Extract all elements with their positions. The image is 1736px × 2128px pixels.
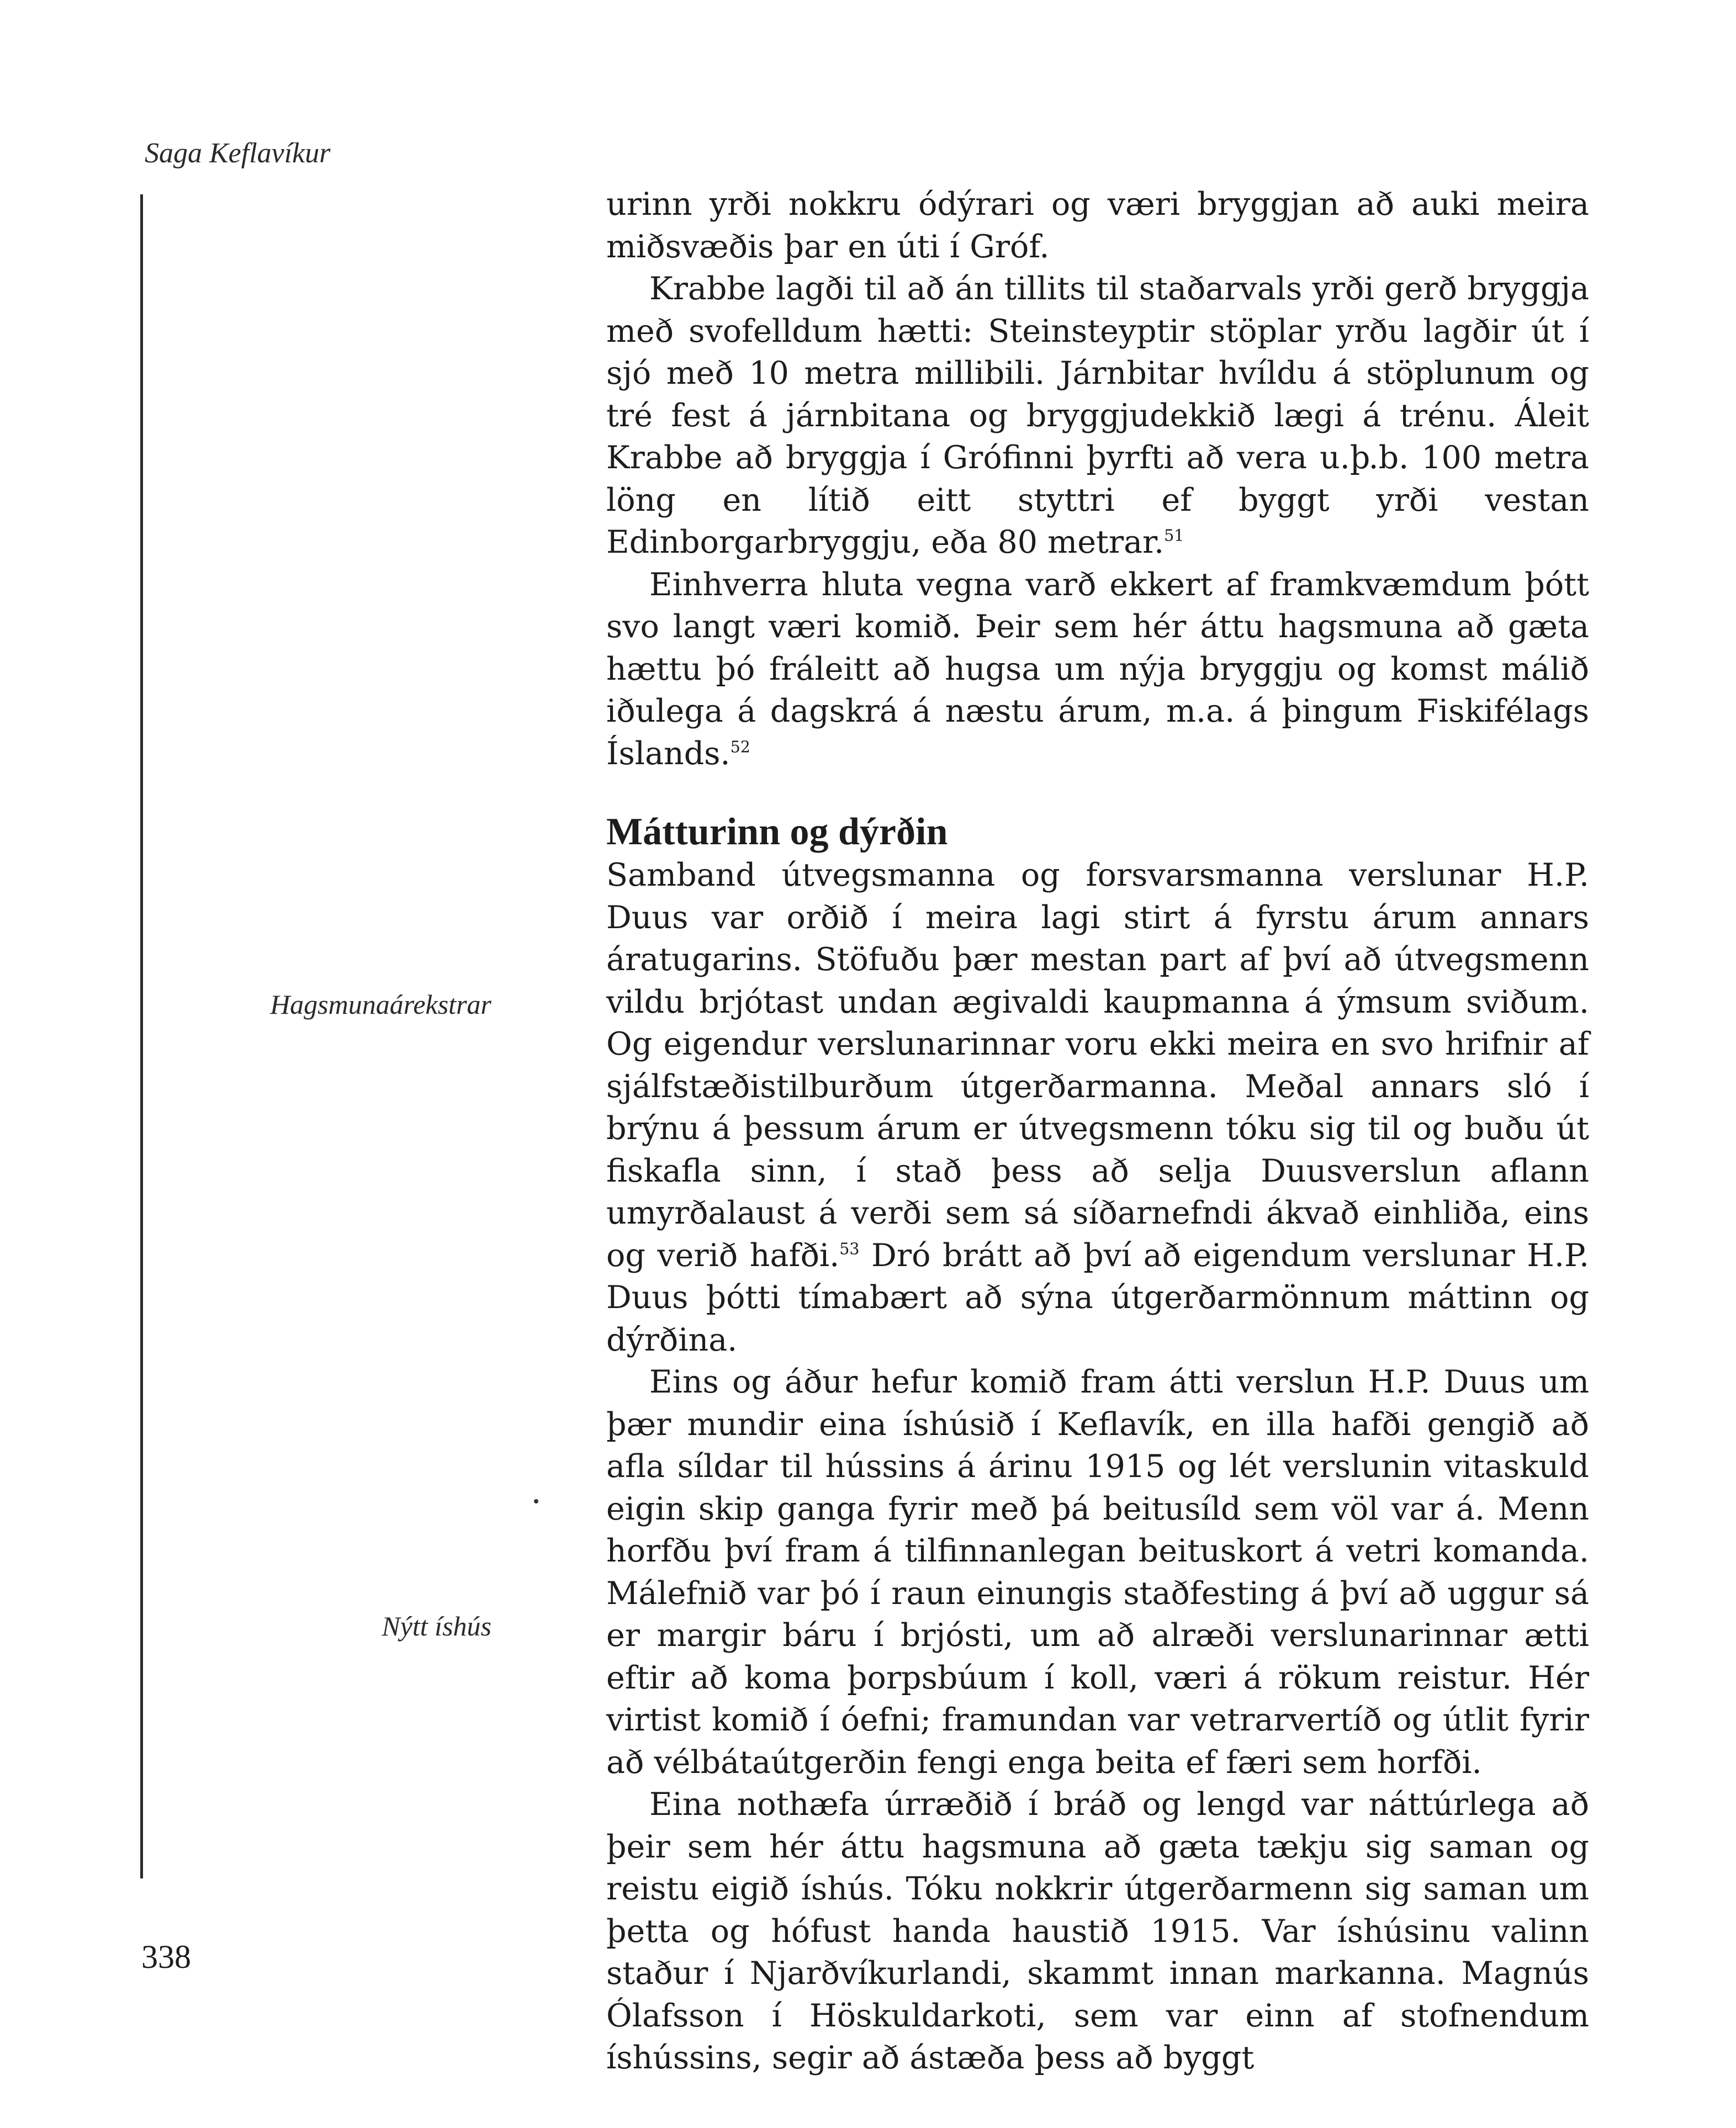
running-title: Saga Keflavíkur xyxy=(145,137,331,169)
paragraph-6: Eina nothæfa úrræðið í bráð og lengd var náttúrlega að þeir sem hér áttu hagsmuna að gæta tækju sig saman og reistu eigið íshús. Tóku nokkrir útgerðarmenn sig saman um þetta og hófust handa haustið 1915. Var íshúsinu valinn staður í Njarðvíkurlandi, skammt innan markanna. Magnús Ólafsson í Höskuldarkoti, sem var einn af stofnendum íshússins, segir að ástæða þess að byggt xyxy=(606,1786,1589,2076)
paragraph-4 xyxy=(606,854,1589,1361)
page-number: 338 xyxy=(141,1939,191,1975)
footnote-ref-51: 51 xyxy=(1164,526,1184,545)
margin-rule xyxy=(140,194,143,1878)
margin-note-conflict: Hagsmunaárekstrar xyxy=(270,989,491,1020)
paragraph-3-text: Einhverra hluta vegna varð ekkert af framkvæmdum þótt svo langt væri komið. Þeir sem hér áttu hagsmuna að gæta hættu þó fráleitt að hugsa um nýja bryggju og komst málið iðulega á dagskrá á næstu árum, m.a. á þingum Fiskifélags Íslands. xyxy=(606,566,1589,772)
paragraph-2-text: Krabbe lagði til að án tillits til staðarvals yrði gerð bryggja með svofelldum hætti: Steinsteyptir stöplar yrðu lagðir út í sjó með 10 metra millibili. Járnbitar hvíldu á stöplunum og tré fest á járnbitana og bryggjudekkið lægi á trénu. Áleit Krabbe að bryggja í Grófinni þyrfti að vera u.þ.b. 100 metra löng en lítið eitt styttri ef byggt yrði vestan Edinborgarbryggju, eða 80 metrar. xyxy=(606,271,1589,560)
section-heading: Mátturinn og dýrðin xyxy=(606,811,948,853)
paragraph-4-continued: Dró brátt að því að eigendum verslunar H.P. Duus þótti tímabært að sýna útgerðarmönnum máttinn og dýrðina. xyxy=(606,1237,1589,1358)
paragraph-4-text: Samband útvegsmanna og forsvarsmanna verslunar H.P. Duus var orðið í meira lagi stirt á fyrstu árum annars áratugarins. Stöfuðu þær mestan part af því að útvegsmenn vildu brjótast undan ægivaldi kaupmanna á ýmsum sviðum. Og eigendur verslunarinnar voru ekki meira en svo hrifnir af sjálfstæðistilburðum útgerðarmanna. Meðal annars sló í brýnu á þessum árum er útvegsmenn tóku sig til og buðu út fiskafla sinn, í stað þess að selja Duusverslun aflann umyrðalaust á verði sem sá síðarnefndi ákvað einhliða, eins og verið hafði. xyxy=(606,857,1589,1274)
print-speck xyxy=(534,1499,538,1504)
paragraph-2 xyxy=(606,268,1589,564)
paragraph-5: Eins og áður hefur komið fram átti verslun H.P. Duus um þær mundir eina íshúsið í Keflavík, en illa hafði gengið að afla síldar til hússins á árinu 1915 og lét verslunin vitaskuld eigin skip ganga fyrir með þá beitusíld sem völ var á. Menn horfðu því fram á tilfinnanlegan beituskort á vetri komanda. Málefnið var þó í raun einungis staðfesting á því að uggur sá er margir báru í brjósti, um að alræði verslunarinnar ætti eftir að koma þorpsbúum í koll, væri á rökum reistur. Hér virtist komið í óefni; framundan var vetrarvertíð og útlit fyrir að vélbátaútgerðin fengi enga beita ef færi sem horfði. xyxy=(606,1364,1589,1781)
footnote-ref-52: 52 xyxy=(730,738,750,756)
paragraph-1: urinn yrði nokkru ódýrari og væri bryggjan að auki meira miðsvæðis þar en úti í Gróf. xyxy=(606,186,1589,265)
main-text-column xyxy=(606,183,1589,2079)
margin-note-icehouse: Nýtt íshús xyxy=(382,1611,491,1642)
footnote-ref-53: 53 xyxy=(839,1240,860,1258)
paragraph-3 xyxy=(606,564,1589,775)
